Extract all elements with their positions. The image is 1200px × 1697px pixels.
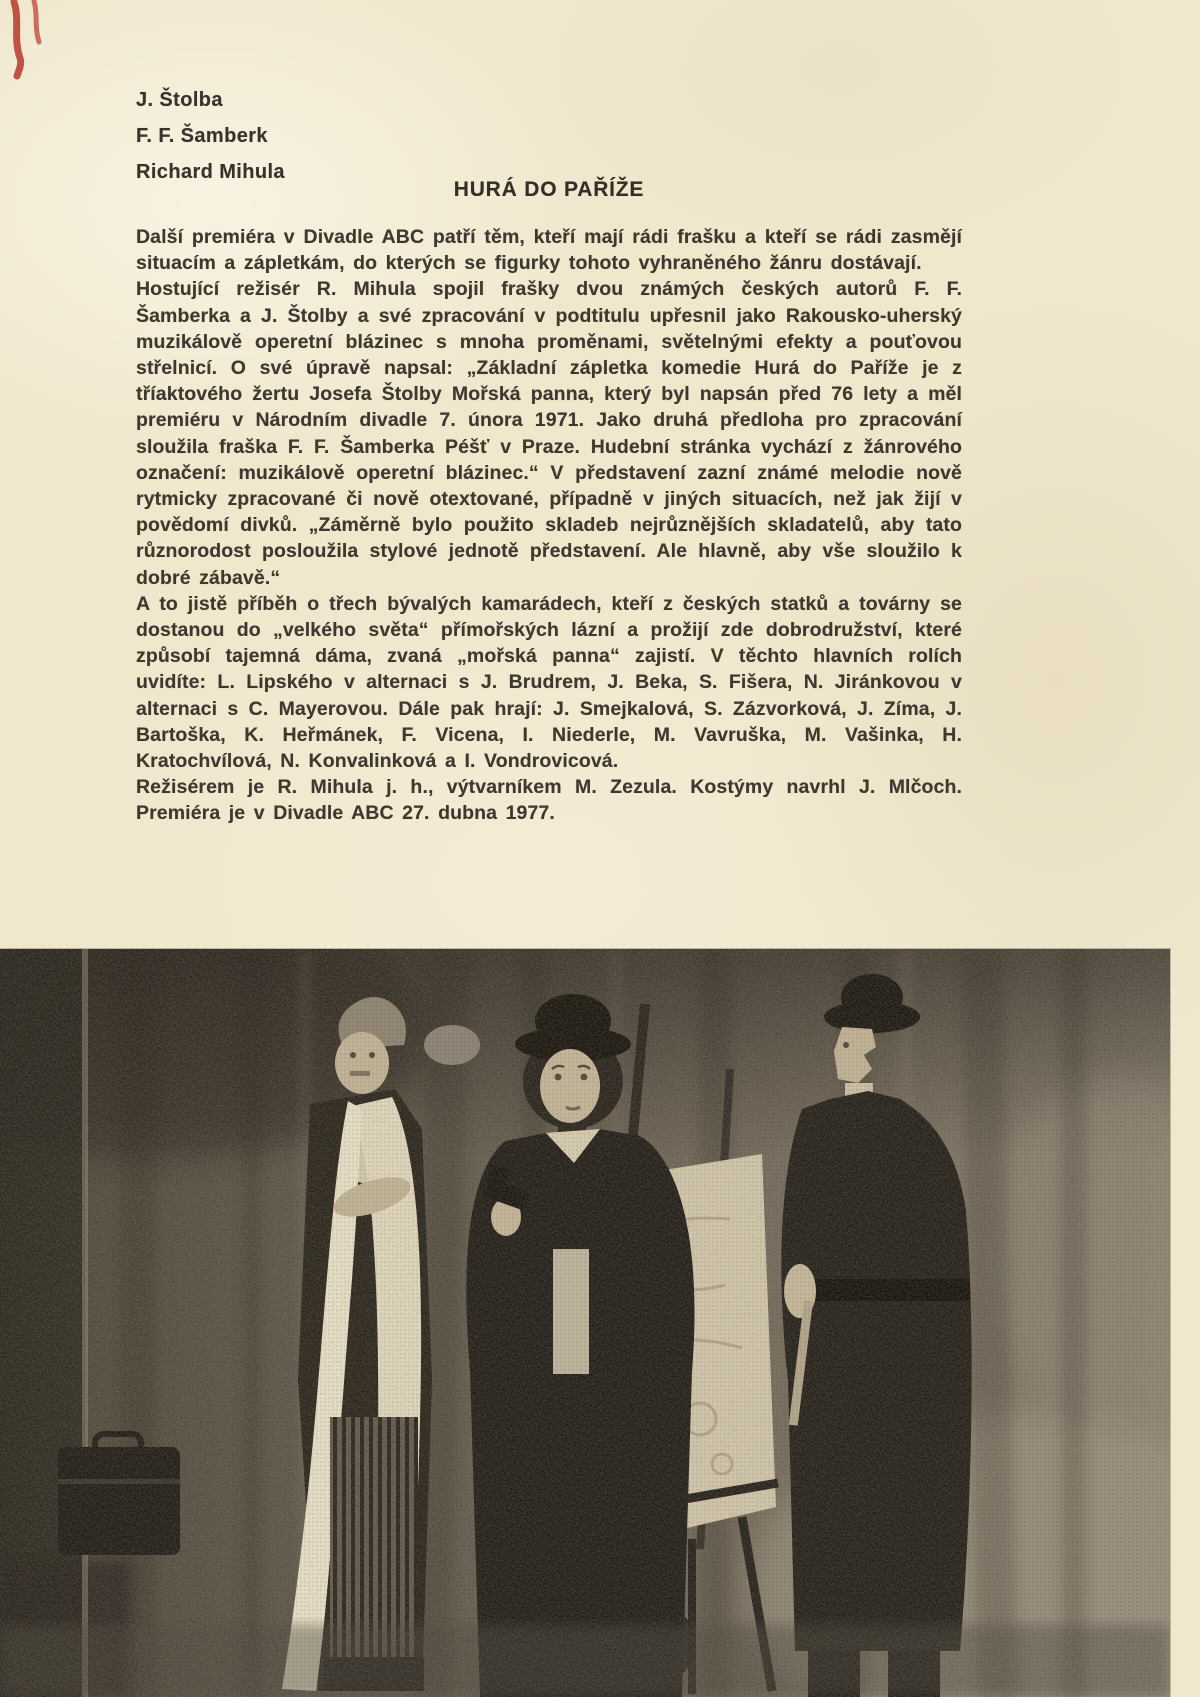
author-name: F. F. Šamberk [136, 125, 268, 147]
print-grain [0, 949, 1170, 1697]
author-list [136, 82, 285, 190]
red-pen-mark [4, 0, 64, 80]
paragraph: Hostující režisér R. Mihula spojil frašky dvou známých českých autorů F. F. Šamberka a J. Štolby a své zpracování v podtitulu upřesnil jako Rakousko-uherský muzikálově operetní blázinec s mnoha proměnami, světelnými efekty a pouťovou střelnicí. O své úpravě napsal: „Základní zápletka komedie Hurá do Paříže je z tříaktového žertu Josefa Štolby Mořská panna, který byl napsán před 76 lety a měl premiéru v Národním divadle 7. února 1971. Jako druhá předloha pro zpracování sloužila fraška F. F. Šamberka Péšť v Praze. Hudební stránka vychází z žánrového označení: muzikálově operetní blázinec.“ V představení zazní známé melodie nově rytmicky zpracované či nově otextované, případně v jiných situacích, než jak žijí v povědomí divků. „Záměrně bylo použito skladeb nejrůznějších skladatelů, aby tato různorodost posloužila stylové jednotě představení. Ale hlavně, aby vše sloužilo k dobré zábavě.“ [136, 278, 962, 589]
article-text [136, 224, 962, 827]
page-title: HURÁ DO PAŘÍŽE [453, 178, 645, 201]
paragraph: A to jistě příběh o třech bývalých kamarádech, kteří z českých statků a továrny se dostanou do „velkého světa“ přímořských lázní a prožijí zde dobrodružství, které způsobí tajemná dáma, zvaná „mořská panna“ zajistí. V těchto hlavních rolích uvidíte: L. Lipského v alternaci s J. Brudrem, J. Beka, S. Fišera, N. Jiránkovou v alternaci s C. Mayerovou. Dále pak hrají: J. Smejkalová, S. Zázvorková, J. Zíma, J. Bartoška, K. Heřmánek, F. Vicena, I. Niederle, M. Vavruška, M. Vašinka, H. Kratochvílová, N. Konvalinková a I. Vondrovicová. [136, 592, 962, 773]
stage-photo-canvas [0, 949, 1170, 1697]
author-name: J. Štolba [136, 89, 223, 111]
production-photo [0, 949, 1170, 1697]
paragraph: Další premiéra v Divadle ABC patří těm, kteří mají rádi frašku a kteří se rádi zasmějí situacím a zápletkám, do kterých se figurky tohoto vyhraněného žánru dostávají. [136, 226, 962, 275]
paragraph: Režisérem je R. Mihula j. h., výtvarníkem M. Zezula. Kostýmy navrhl J. Mlčoch. Premiéra je v Divadle ABC 27. dubna 1977. [136, 776, 962, 825]
author-name: Richard Mihula [136, 161, 285, 183]
